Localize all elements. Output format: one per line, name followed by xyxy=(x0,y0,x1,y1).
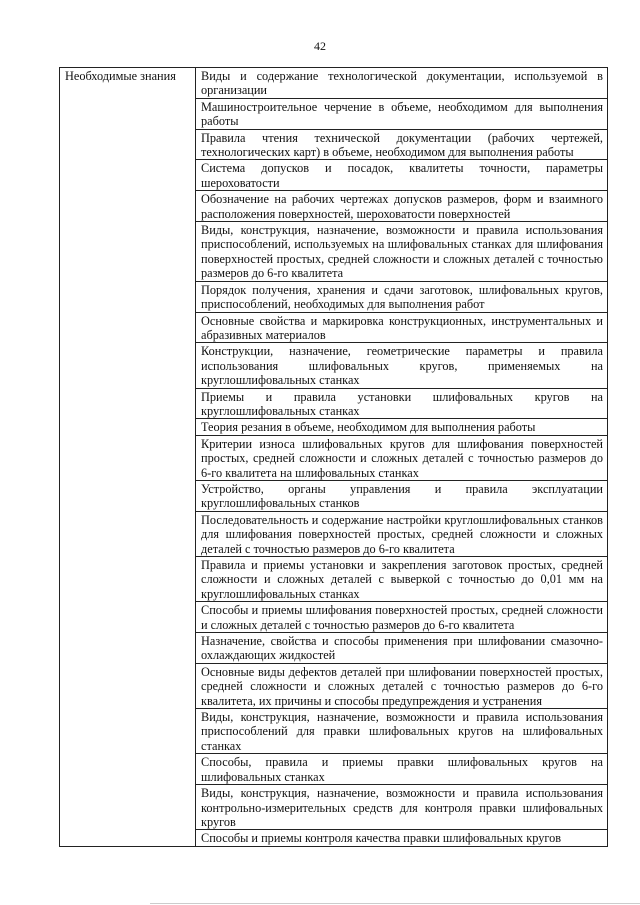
knowledge-item-text: Конструкции, назначение, геометрические параметры и правила использования шлифовальных кругов, применяемых на круглошлифовальных станках xyxy=(201,344,603,388)
knowledge-item xyxy=(196,312,608,343)
knowledge-item xyxy=(196,633,608,664)
knowledge-item-text: Виды, конструкция, назначение, возможности и правила использования приспособлений, используемых на шлифовальных станках для шлифования поверхностей простых, средней сложности и сложных деталей с точностью размеров до 6-го квалитета xyxy=(201,223,603,281)
section-label: Необходимые знания xyxy=(65,69,176,83)
knowledge-item xyxy=(196,480,608,511)
knowledge-item xyxy=(196,709,608,754)
knowledge-item xyxy=(196,129,608,160)
knowledge-item xyxy=(196,663,608,708)
knowledge-item xyxy=(196,602,608,633)
knowledge-item xyxy=(196,754,608,785)
knowledge-item-text: Теория резания в объеме, необходимом для выполнения работы xyxy=(201,420,536,435)
knowledge-item xyxy=(196,830,608,846)
knowledge-item-text: Виды, конструкция, назначение, возможности и правила использования контрольно-измерительных средств для контроля правки шлифовальных кругов xyxy=(201,786,603,829)
knowledge-item xyxy=(196,160,608,191)
knowledge-item-text: Способы, правила и приемы правки шлифовальных кругов на шлифовальных станках xyxy=(201,755,603,784)
knowledge-item xyxy=(196,68,608,99)
knowledge-item-text: Обозначение на рабочих чертежах допусков размеров, форм и взаимного расположения поверхностей, шероховатости поверхностей xyxy=(201,192,603,221)
knowledge-item-text: Приемы и правила установки шлифовальных кругов на круглошлифовальных станках xyxy=(201,389,603,418)
knowledge-item-text: Правила и приемы установки и закрепления заготовок простых, средней сложности и сложных деталей с выверкой с точностью до 0,01 мм на круглошлифовальных станках xyxy=(201,558,603,601)
knowledge-item-text: Устройство, органы управления и правила эксплуатации круглошлифовальных станков xyxy=(201,481,603,511)
knowledge-item xyxy=(196,511,608,556)
knowledge-item xyxy=(196,388,608,419)
knowledge-item-text: Назначение, свойства и способы применения при шлифовании смазочно-охлаждающих жидкостей xyxy=(201,634,603,663)
knowledge-item-text: Основные виды дефектов деталей при шлифовании поверхностей простых, средней сложности и сложных деталей с точностью размеров до 6-го квалитета, их причины и способы предупреждения и устранения xyxy=(201,664,603,708)
knowledge-table xyxy=(59,67,608,847)
knowledge-item xyxy=(196,557,608,602)
knowledge-item-text: Способы и приемы контроля качества правки шлифовальных кругов xyxy=(201,831,562,846)
table-row xyxy=(60,68,608,99)
knowledge-item xyxy=(196,785,608,830)
knowledge-item-text: Критерии износа шлифовальных кругов для шлифования поверхностей простых, средней сложности и сложных деталей с точностью размеров до 6-го квалитета на шлифовальных станках xyxy=(201,436,603,480)
knowledge-item xyxy=(196,343,608,388)
knowledge-item-text: Виды и содержание технологической документации, используемой в организации xyxy=(201,69,603,98)
knowledge-item-text: Способы и приемы шлифования поверхностей простых, средней сложности и сложных деталей с точностью размеров до 6-го квалитета xyxy=(201,603,603,632)
knowledge-item xyxy=(196,98,608,129)
table-body xyxy=(60,68,608,847)
knowledge-item xyxy=(196,435,608,480)
knowledge-item-text: Порядок получения, хранения и сдачи заготовок, шлифовальных кругов, приспособлений, необходимых для выполнения работ xyxy=(201,282,603,312)
section-label-cell xyxy=(60,68,196,847)
page-number: 42 xyxy=(314,39,326,53)
knowledge-item-text: Последовательность и содержание настройки круглошлифовальных станков для шлифования поверхностей простых, средней сложности и сложных деталей с точностью размеров до 6-го квалитета xyxy=(201,512,603,556)
knowledge-item xyxy=(196,222,608,282)
knowledge-item-text: Основные свойства и маркировка конструкционных, инструментальных и абразивных материалов xyxy=(201,313,603,342)
knowledge-item xyxy=(196,191,608,222)
knowledge-item xyxy=(196,281,608,312)
knowledge-item xyxy=(196,419,608,435)
knowledge-item-text: Виды, конструкция, назначение, возможности и правила использования приспособлений для правки шлифовальных кругов на шлифовальных станках xyxy=(201,710,603,753)
knowledge-item-text: Система допусков и посадок, квалитеты точности, параметры шероховатости xyxy=(201,161,603,190)
knowledge-item-text: Машиностроительное черчение в объеме, необходимом для выполнения работы xyxy=(201,99,603,129)
knowledge-item-text: Правила чтения технической документации (рабочих чертежей, технологических карт) в объеме, необходимом для выполнения работы xyxy=(201,130,603,160)
scan-edge-line xyxy=(150,903,640,904)
